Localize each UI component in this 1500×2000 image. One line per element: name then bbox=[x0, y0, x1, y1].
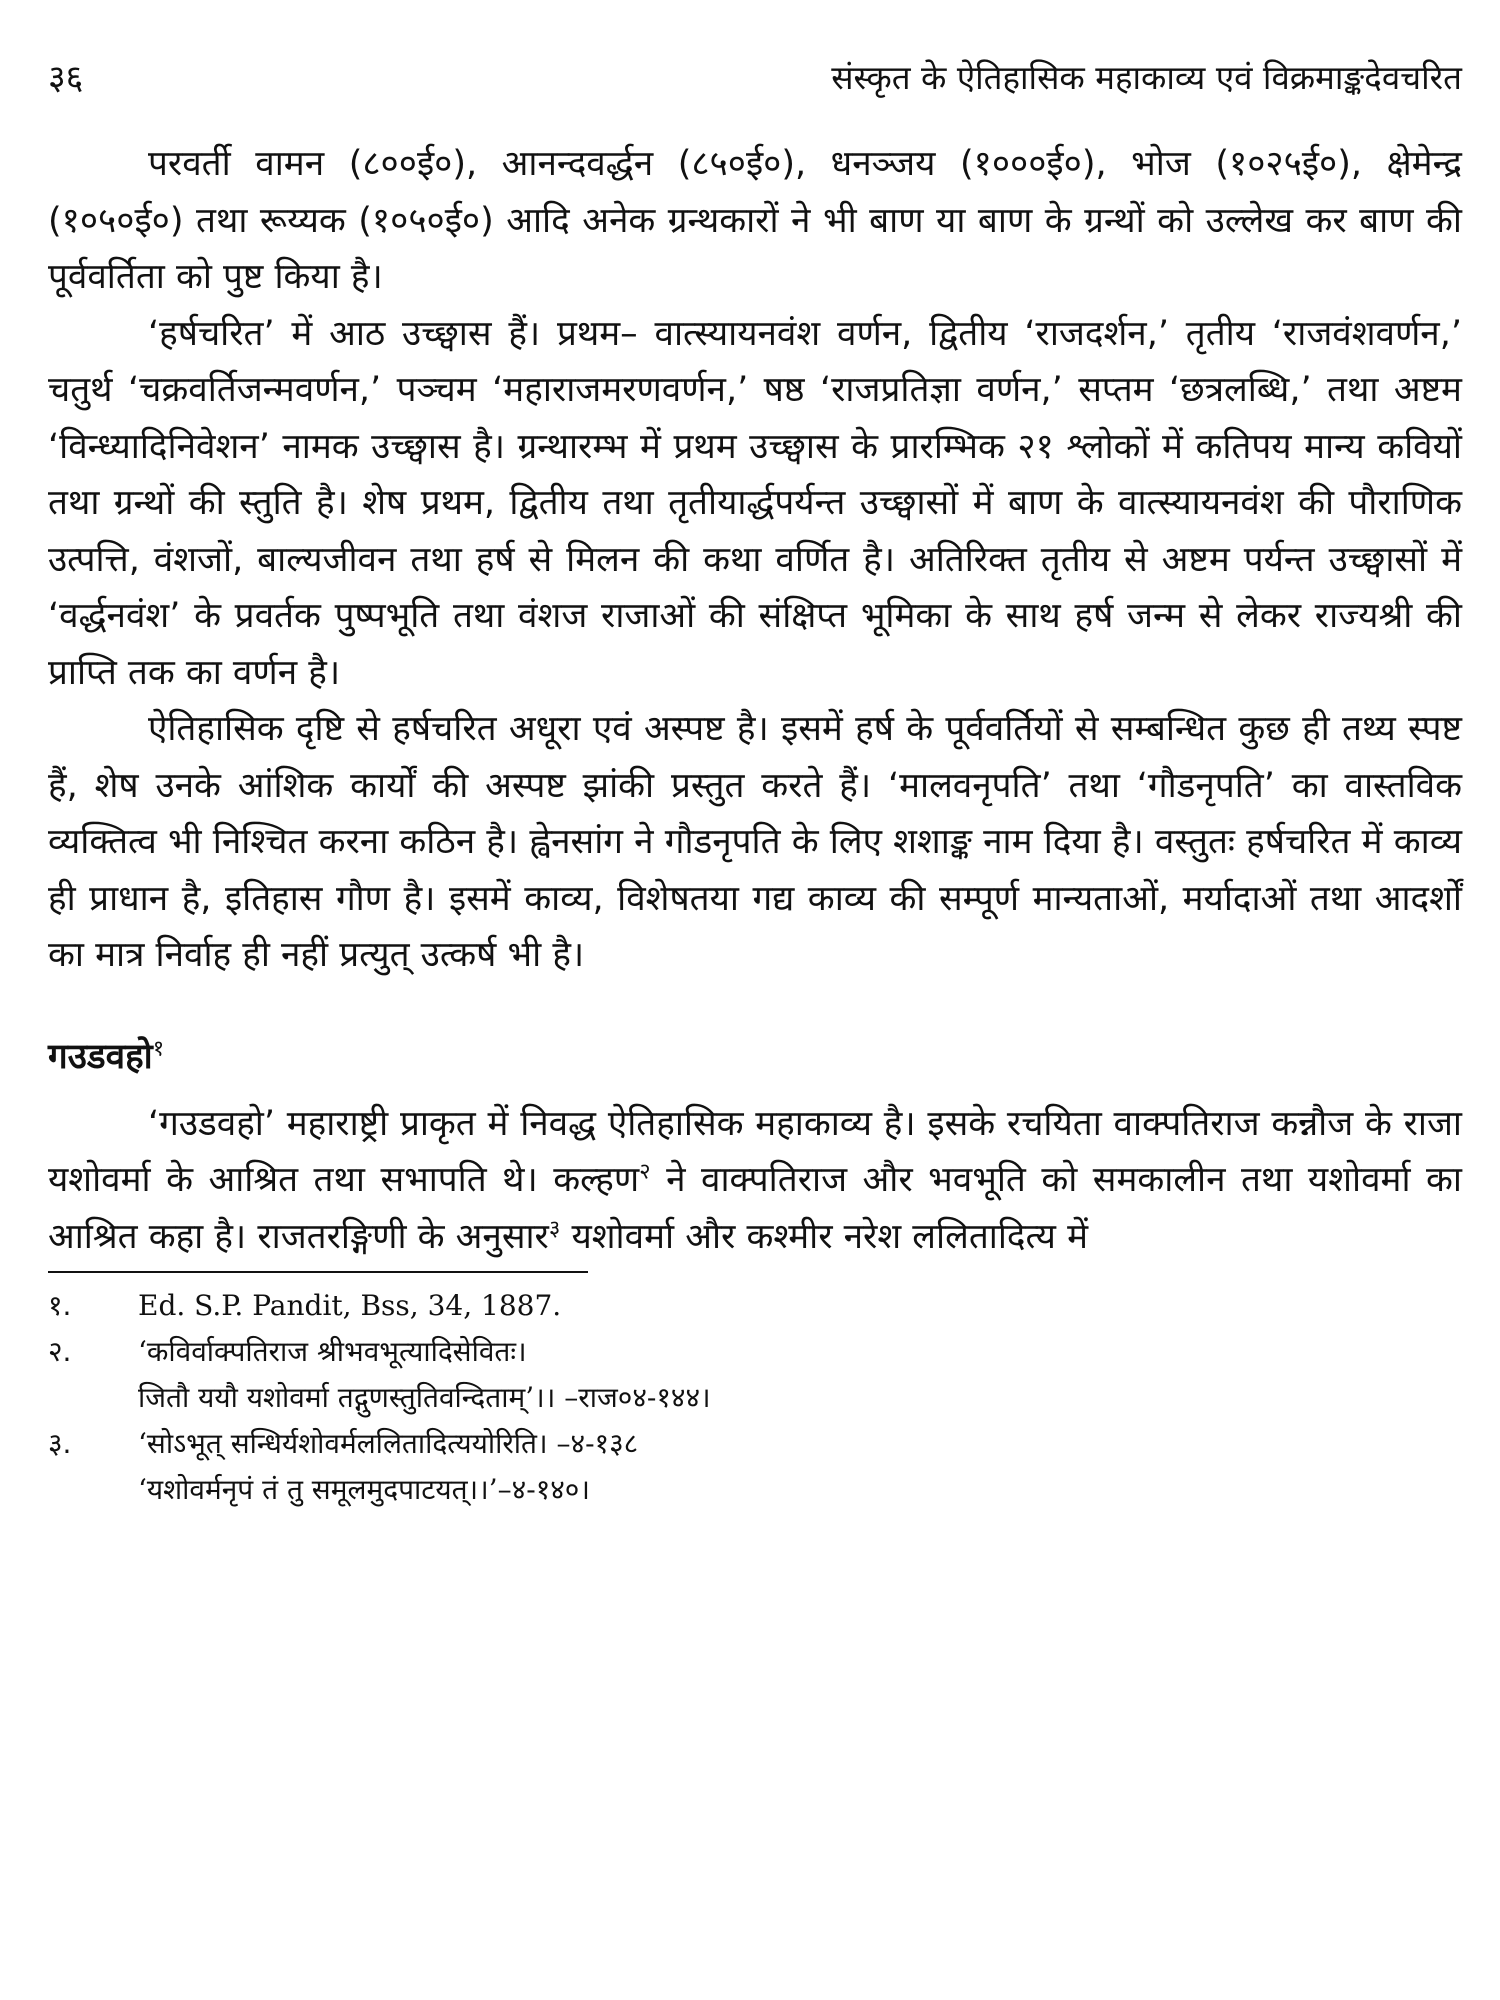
footnote-item bbox=[48, 1283, 1462, 1329]
paragraph: परवर्ती वामन (८००ई०), आनन्दवर्द्धन (८५०ई०), धनञ्जय (१०००ई०), भोज (१०२५ई०), क्षेमेन्द्र (१०५०ई०) तथा रूय्यक (१०५०ई०) आदि अनेक ग्रन्थकारों ने भी बाण या बाण के ग्रन्थों को उल्लेख कर बाण की पूर्ववर्तिता को पुष्ट किया है। bbox=[48, 144, 1462, 297]
section-heading bbox=[48, 1032, 1462, 1082]
footnote-divider bbox=[48, 1271, 588, 1273]
footnote-text bbox=[138, 1329, 1462, 1421]
running-title: संस्कृत के ऐतिहासिक महाकाव्य एवं विक्रमाङ्कदेवचरित bbox=[831, 58, 1462, 97]
footnote-marker: ३ bbox=[548, 1215, 561, 1241]
paragraph: ‘हर्षचरित’ में आठ उच्छ्वास हैं। प्रथम– वात्स्यायनवंश वर्णन, द्वितीय ‘राजदर्शन,’ तृतीय ‘राजवंशवर्णन,’ चतुर्थ ‘चक्रवर्तिजन्मवर्णन,’ पञ्चम ‘महाराजमरणवर्णन,’ षष्ठ ‘राजप्रतिज्ञा वर्णन,’ सप्तम ‘छत्रलब्धि,’ तथा अष्टम ‘विन्ध्यादिनिवेशन’ नामक उच्छ्वास है। ग्रन्थारम्भ में प्रथम उच्छ्वास के प्रारम्भिक २१ श्लोकों में कतिपय मान्य कवियों तथा ग्रन्थों की स्तुति है। शेष प्रथम, द्वितीय तथा तृतीयार्द्धपर्यन्त उच्छ्वासों में बाण के वात्स्यायनवंश की पौराणिक उत्पत्ति, वंशजों, बाल्यजीवन तथा हर्ष से मिलन की कथा वर्णित है। अतिरिक्त तृतीय से अष्टम पर्यन्त उच्छ्वासों में ‘वर्द्धनवंश’ के प्रवर्तक पुष्पभूति तथा वंशज राजाओं की संक्षिप्त भूमिका के साथ हर्ष जन्म से लेकर राज्यश्री की प्राप्ति तक का वर्णन है। bbox=[48, 313, 1462, 693]
footnote-text bbox=[138, 1283, 1462, 1329]
footnote-marker: १ bbox=[152, 1035, 165, 1061]
page-header bbox=[48, 58, 1462, 98]
page-number: ३६ bbox=[48, 58, 84, 98]
section-text: ‘गउडवहो’ महाराष्ट्री प्राकृत में निवद्ध ऐतिहासिक महाकाव्य है। इसके रचयिता वाक्पतिराज कन्नौज के राजा यशोवर्मा के आश्रित तथा सभापति थे। कल्हण bbox=[48, 1103, 1462, 1200]
footnote-number: ३. bbox=[48, 1427, 72, 1460]
paragraph: ऐतिहासिक दृष्टि से हर्षचरित अधूरा एवं अस्पष्ट है। इसमें हर्ष के पूर्ववर्तियों से सम्बन्धित कुछ ही तथ्य स्पष्ट हैं, शेष उनके आंशिक कार्यों की अस्पष्ट झांकी प्रस्तुत करते हैं। ‘मालवनृपति’ तथा ‘गौडनृपति’ का वास्तविक व्यक्तित्व भी निश्चित करना कठिन है। ह्वेनसांग ने गौडनृपति के लिए शशाङ्क नाम दिया है। वस्तुतः हर्षचरित में काव्य ही प्राधान है, इतिहास गौण है। इसमें काव्य, विशेषतया गद्य काव्य की सम्पूर्ण मान्यताओं, मर्यादाओं तथा आदर्शों का मात्र निर्वाह ही नहीं प्रत्युत् उत्कर्ष भी है। bbox=[48, 709, 1462, 975]
footnote-marker: २ bbox=[639, 1159, 651, 1185]
footnote-text bbox=[138, 1421, 1462, 1513]
footnote-line: Ed. S.P. Pandit, Bss, 34, 1887. bbox=[138, 1289, 562, 1322]
footnote-item bbox=[48, 1421, 1462, 1513]
footnote-line: जितौ ययौ यशोवर्मा तद्गुणस्तुतिवन्दिताम्’।। –राज०४-१४४। bbox=[138, 1381, 711, 1414]
footnote-line: ‘सोऽभूत् सन्धिर्यशोवर्मललितादित्ययोरिति। –४-१३८ bbox=[138, 1427, 639, 1460]
footnote-number: २. bbox=[48, 1335, 72, 1368]
section-heading-text: गउडवहो bbox=[48, 1036, 153, 1077]
section-text: ने वाक्पतिराज और भवभूति को समकालीन तथा यशोवर्मा का आश्रित कहा है। राजतरङ्गिणी के अनुसार bbox=[48, 1160, 1462, 1257]
section-paragraph bbox=[48, 1096, 1462, 1266]
footnote-number: १. bbox=[48, 1289, 72, 1322]
footnote-line: ‘कविर्वाक्पतिराज श्रीभवभूत्यादिसेवितः। bbox=[138, 1335, 527, 1368]
footnote-item bbox=[48, 1329, 1462, 1421]
footnotes bbox=[48, 1283, 1462, 1513]
footnote-line: ‘यशोवर्मनृपं तं तु समूलमुदपाटयत्।।’–४-१४०। bbox=[138, 1473, 590, 1506]
section-text: यशोवर्मा और कश्मीर नरेश ललितादित्य में bbox=[560, 1216, 1088, 1257]
main-text bbox=[48, 136, 1462, 1265]
